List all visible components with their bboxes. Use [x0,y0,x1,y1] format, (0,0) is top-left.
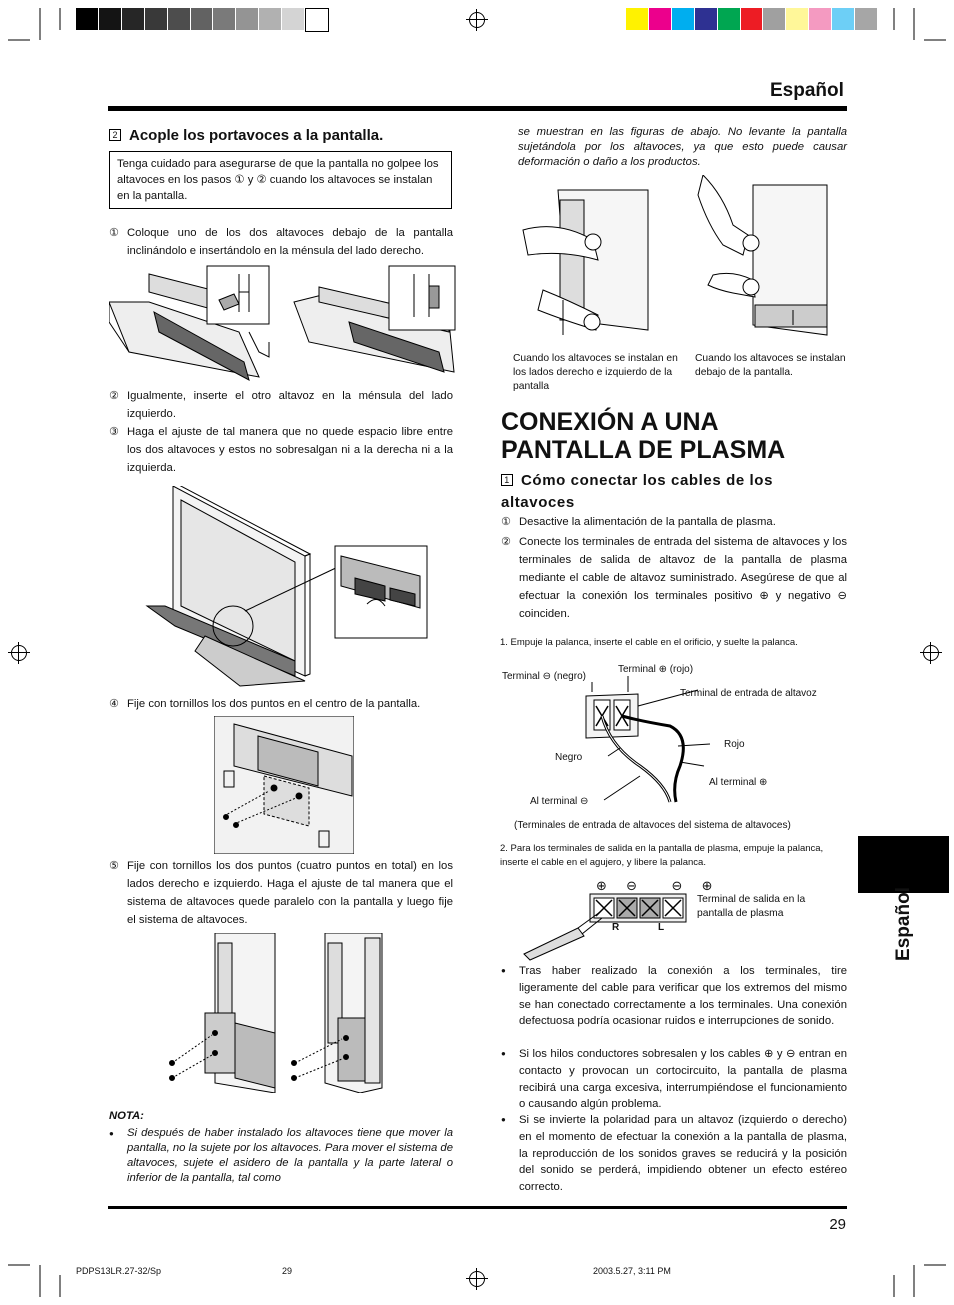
sub-heading: 1 Cómo conectar los cables de los altavoces [501,472,774,511]
carry-bottom-speakers-illustration [693,175,829,345]
note-text: ● Si después de haber instalado los altavoces tiene que mover la pantalla, no la sujete por los altavoces. Para mover el sistema de altavoces, sujete el asidero de la pantalla y la parte lateral o inferior de la pantalla, tal como [109,1126,453,1186]
fig1-note: 1. Empuje la palanca, inserte el cable en el orificio, y suelte la palanca. [500,637,798,648]
section-title: CONEXIÓN A UNA PANTALLA DE PLASMA [501,408,786,464]
fig2-signs: ⊕ ⊖ ⊖ ⊕ [596,878,717,893]
caution-box: Tenga cuidado para asegurarse de que la pantalla no golpee los altavoces en los pasos ① y ② cuando los altavoces se instalan en la pantalla. [109,151,452,209]
right-step-1: ① Desactive la alimentación de la pantalla de plasma. [501,516,776,528]
note-continued: se muestran en las figuras de abajo. No levante la pantalla sujetándola por los altavoces, ya que esto puede causar deformación o daño a los productos. [518,126,847,168]
plasma-display-illustration [145,486,430,688]
header-rule [108,106,847,111]
side-tab-block [858,836,949,893]
right-step-2: ② Conecte los terminales de entrada del sistema de altavoces y los terminales de salida de altavoz de la pantalla de plasma mediante el cable de altavoz suministrado. Asegúrese de que al efectuar la conexión los terminales positivo ⊕ y negativo ⊖ coinciden. [501,536,847,620]
fig2-output-label: Terminal de salida en la pantalla de plasma [697,894,806,919]
fig2-l: L [658,922,665,933]
label-rojo: Rojo [724,739,745,750]
left-step-1: ① Coloque uno de los dos altavoces debajo de la pantalla inclinándolo e insertándolo en la ménsula del lado derecho. [109,227,453,257]
caption-bottom-speakers: Cuando los altavoces se instalan debajo de la pantalla. [695,353,846,378]
fig2-note: 2. Para los terminales de salida en la pantalla de plasma, empuje la palanca, inserte el cable en el agujero, y libere la palanca. [500,843,824,868]
label-to-neg: Al terminal ⊖ [530,796,589,807]
display-output-terminal-illustration [518,892,690,962]
footer-file: PDPS13LR.27-32/Sp [76,1266,162,1276]
left-step-5: ⑤ Fije con tornillos los dos puntos (cuatro puntos en total) en los lados derecho e izquierdo. Haga el ajuste de tal manera que el sistema de altavoces quede paralelo con la pantalla y luego fije el sistema de altavoces. [109,860,453,926]
label-neg-terminal: Terminal ⊖ (negro) [502,671,586,682]
speaker-input-terminal-illustration [580,676,720,808]
fig1-caption: (Terminales de entrada de altavoces del sistema de altavoces) [514,820,791,831]
label-to-pos: Al terminal ⊕ [709,777,768,788]
header-language: Español [770,80,844,101]
label-negro: Negro [555,752,583,763]
note-label: NOTA: [109,1110,144,1122]
speaker-insert-illustration [109,262,459,384]
left-step-4: ④ Fije con tornillos los dos puntos en el centro de la pantalla. [109,698,421,710]
page-number: 29 [829,1216,846,1233]
footer-mid: 29 [282,1266,293,1276]
left-step-3: ③ Haga el ajuste de tal manera que no quede espacio libre entre los dos altavoces y estos no sobresalgan ni a la derecha ni a la izquierda. [109,426,453,474]
label-pos-terminal: Terminal ⊕ (rojo) [618,664,694,675]
fig2-r: R [612,922,620,933]
caption-side-speakers: Cuando los altavoces se instalan en los lados derecho e izquierdo de la pantalla [513,353,678,392]
center-screws-illustration [214,716,354,854]
bullet-3: ● Si se invierte la polaridad para un altavoz (izquierdo o derecho) en el momento de efectuar la conexión a la pantalla de plasma, la reproducción de los sonidos graves se reducirá y la posición del sonido se perderá, impidiendo obtener un efecto estéreo correcto. [501,1112,847,1196]
bullet-1: ● Tras haber realizado la conexión a los terminales, tire ligeramente del cable para verificar que los extremos del mismo se han conectado correctamente a los terminales. Una conexión defectuosa podría ocasionar ruidos e interrupciones de sonido. [501,963,847,1030]
left-step-2: ② Igualmente, inserte el otro altavoz en la ménsula del lado izquierdo. [109,390,453,420]
carry-side-speakers-illustration [518,180,668,345]
side-language-label: Español [892,887,914,961]
side-screws-illustration [160,933,410,1093]
label-input-terminal: Terminal de entrada de altavoz [680,688,817,699]
bullet-2: ● Si los hilos conductores sobresalen y los cables ⊕ y ⊖ entran en contacto y provocan un cortocircuito, la pantalla de plasma recibirá una carga excesiva, interrumpiéndose el funcionamiento o causando algún problema. [501,1046,847,1113]
step2-heading: 2 Acople los portavoces a la pantalla. [109,127,383,144]
footer-rule [108,1206,847,1209]
footer-date: 2003.5.27, 3:11 PM [593,1266,671,1276]
